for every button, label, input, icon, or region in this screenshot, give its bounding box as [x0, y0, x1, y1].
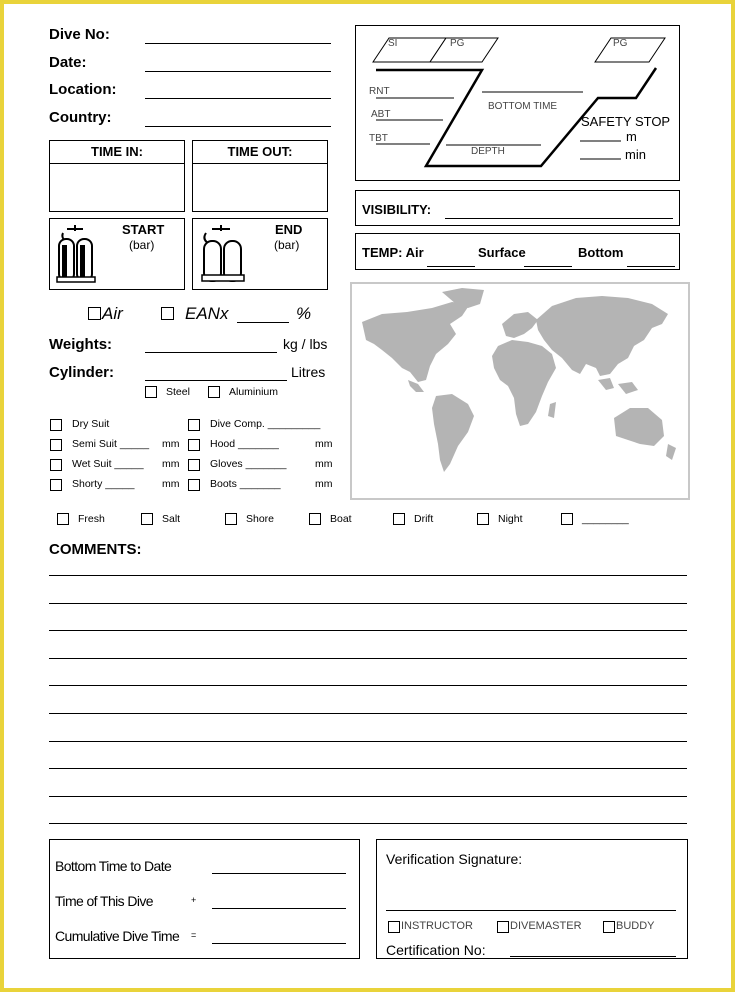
total-field[interactable] — [212, 908, 346, 909]
total-operator: = — [191, 930, 197, 940]
total-operator: + — [191, 895, 197, 905]
weights-unit: kg / lbs — [283, 336, 328, 352]
verification-box — [376, 839, 688, 959]
temp-surface-label: Surface — [478, 245, 526, 260]
time-out-label: TIME OUT: — [193, 141, 327, 164]
safety-stop-min: min — [625, 147, 646, 162]
temp-surface-field[interactable] — [524, 266, 572, 267]
suit-checkbox[interactable] — [50, 479, 62, 491]
temp-air-field[interactable] — [427, 266, 475, 267]
gear-checkbox[interactable] — [188, 459, 200, 471]
comments-label: COMMENTS: — [49, 541, 142, 558]
temp-air-label: TEMP: Air — [362, 245, 424, 260]
abt-label: ABT — [371, 109, 391, 120]
total-label: Time of This Dive — [55, 893, 153, 909]
pg-label: PG — [450, 38, 465, 49]
start-pressure-box[interactable] — [49, 218, 185, 290]
dive-type-label: Fresh — [78, 513, 105, 525]
comment-line[interactable] — [49, 796, 687, 797]
si-label: SI — [388, 38, 398, 49]
suit-unit: mm — [162, 458, 180, 470]
suit-label: Dry Suit — [72, 418, 110, 430]
field-label-country: Country: — [49, 108, 112, 126]
gear-label: Dive Comp. _________ — [210, 418, 321, 430]
gear-label: Boots _______ — [210, 478, 281, 490]
eanx-percent-field[interactable] — [237, 322, 289, 323]
pg-label: PG — [613, 38, 628, 49]
gear-unit: mm — [315, 438, 333, 450]
field-label-location: Location: — [49, 81, 117, 98]
suit-unit: mm — [162, 438, 180, 450]
safety-stop-label: SAFETY STOP — [581, 114, 671, 129]
percent-label: % — [296, 304, 312, 323]
role-checkbox[interactable] — [388, 921, 400, 933]
date-field[interactable] — [145, 71, 331, 72]
tbt-label: TBT — [369, 133, 388, 144]
eanx-checkbox[interactable] — [161, 307, 174, 320]
field-label-date: Date: — [49, 53, 87, 71]
temp-bottom-label: Bottom — [578, 245, 624, 260]
safety-stop-m: m — [626, 129, 637, 144]
role-checkbox[interactable] — [497, 921, 509, 933]
gear-label: Hood _______ — [210, 438, 279, 450]
dive-type-checkbox[interactable] — [57, 513, 69, 525]
end-pressure-box[interactable] — [192, 218, 328, 290]
comment-line[interactable] — [49, 603, 687, 604]
world-map-icon — [352, 284, 688, 498]
air-label: Air — [102, 304, 123, 323]
gear-checkbox[interactable] — [188, 439, 200, 451]
temp-bottom-field[interactable] — [627, 266, 675, 267]
country-field[interactable] — [145, 126, 331, 127]
bottom-time-label: BOTTOM TIME — [488, 101, 558, 112]
start-unit: (bar) — [129, 238, 155, 252]
suit-unit: mm — [162, 478, 180, 490]
gear-unit: mm — [315, 478, 333, 490]
suit-label: Wet Suit _____ — [72, 458, 144, 470]
dive-type-checkbox[interactable] — [141, 513, 153, 525]
location-field[interactable] — [145, 98, 331, 99]
comment-line[interactable] — [49, 575, 687, 576]
time-in-box[interactable] — [49, 140, 185, 212]
time-out-box[interactable] — [192, 140, 328, 212]
world-map-frame — [350, 282, 690, 500]
air-checkbox[interactable] — [88, 307, 101, 320]
suit-checkbox[interactable] — [50, 439, 62, 451]
role-checkbox[interactable] — [603, 921, 615, 933]
dive-profile-box[interactable] — [355, 25, 680, 181]
comment-line[interactable] — [49, 658, 687, 659]
suit-label: Semi Suit _____ — [72, 438, 150, 450]
dive-type-label: Night — [498, 513, 523, 525]
signature-field[interactable] — [386, 910, 676, 911]
end-label: END — [275, 222, 303, 237]
steel-checkbox[interactable] — [145, 386, 157, 398]
dive-type-checkbox[interactable] — [561, 513, 573, 525]
suit-label: Shorty _____ — [72, 478, 135, 490]
aluminium-checkbox[interactable] — [208, 386, 220, 398]
dive-type-label: Boat — [330, 513, 352, 525]
certification-field[interactable] — [510, 956, 676, 957]
role-label: INSTRUCTOR — [401, 920, 473, 932]
dive-type-label: ________ — [582, 513, 629, 525]
comment-line[interactable] — [49, 823, 687, 824]
aluminium-label: Aluminium — [229, 386, 279, 398]
scuba-tank-icon — [196, 223, 252, 285]
gear-checkbox[interactable] — [188, 419, 200, 431]
suit-checkbox[interactable] — [50, 459, 62, 471]
comment-line[interactable] — [49, 685, 687, 686]
visibility-box[interactable] — [355, 190, 680, 226]
visibility-label: VISIBILITY: — [362, 202, 432, 217]
weights-field[interactable] — [145, 352, 277, 353]
gear-unit: mm — [315, 458, 333, 470]
dive-type-label: Shore — [246, 513, 275, 525]
comment-line[interactable] — [49, 630, 687, 631]
depth-label: DEPTH — [471, 146, 505, 157]
visibility-field[interactable] — [445, 218, 673, 219]
verification-label: Verification Signature: — [386, 851, 523, 867]
cylinder-unit: Litres — [291, 364, 326, 380]
dive-no-field[interactable] — [145, 43, 331, 44]
weights-label: Weights: — [49, 336, 113, 353]
dive-type-checkbox[interactable] — [393, 513, 405, 525]
dive-type-checkbox[interactable] — [309, 513, 321, 525]
gear-checkbox[interactable] — [188, 479, 200, 491]
cylinder-label: Cylinder: — [49, 364, 115, 381]
rnt-label: RNT — [369, 86, 390, 97]
total-label: Bottom Time to Date — [55, 858, 172, 874]
total-field[interactable] — [212, 943, 346, 944]
comment-line[interactable] — [49, 741, 687, 742]
field-label-dive-no: Dive No: — [49, 26, 110, 43]
suit-checkbox[interactable] — [50, 419, 62, 431]
dive-type-checkbox[interactable] — [477, 513, 489, 525]
cylinder-field[interactable] — [145, 380, 287, 381]
certification-label: Certification No: — [386, 942, 486, 958]
start-label: START — [122, 222, 165, 237]
dive-type-label: Salt — [162, 513, 181, 525]
end-unit: (bar) — [274, 238, 300, 252]
scuba-tank-icon — [53, 223, 101, 285]
total-label: Cumulative Dive Time — [55, 928, 180, 944]
comment-line[interactable] — [49, 713, 687, 714]
gear-label: Gloves _______ — [210, 458, 287, 470]
total-field[interactable] — [212, 873, 346, 874]
dive-type-checkbox[interactable] — [225, 513, 237, 525]
temp-box[interactable] — [355, 233, 680, 270]
dive-log-page — [4, 4, 731, 988]
comment-line[interactable] — [49, 768, 687, 769]
dive-type-label: Drift — [414, 513, 434, 525]
time-in-label: TIME IN: — [50, 141, 184, 164]
role-label: BUDDY — [616, 920, 655, 932]
steel-label: Steel — [166, 386, 190, 398]
role-label: DIVEMASTER — [510, 920, 582, 932]
eanx-label: EANx — [185, 304, 229, 323]
